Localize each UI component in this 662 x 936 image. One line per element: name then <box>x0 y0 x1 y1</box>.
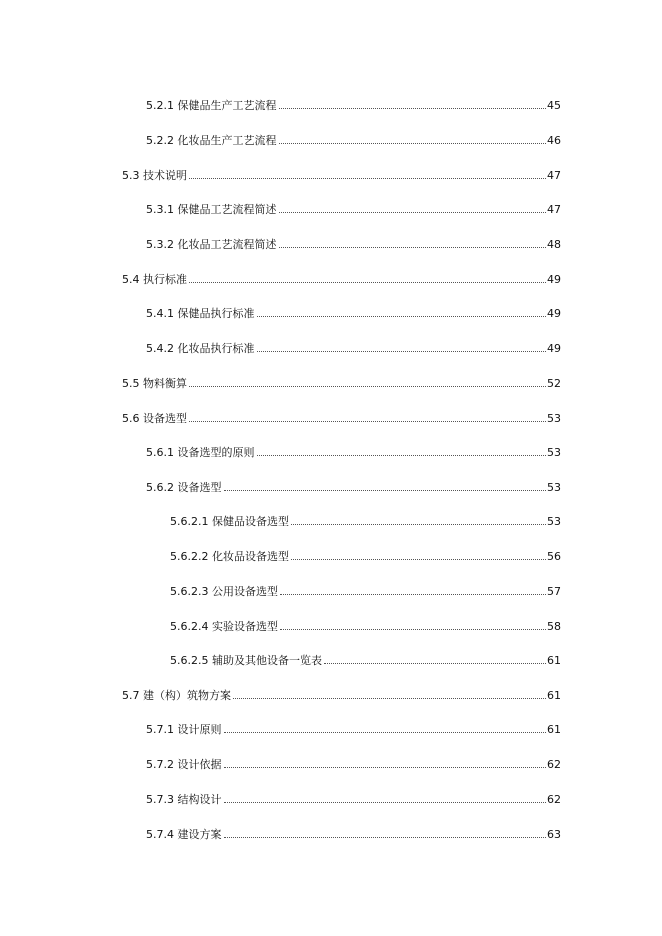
toc-entry-5-7-3[interactable] <box>146 790 561 806</box>
toc-entry-5-3[interactable] <box>122 166 561 182</box>
toc-entry-label: 5.6.2.3 公用设备选型 <box>170 585 278 598</box>
toc-dot-leader <box>279 143 547 144</box>
toc-page-number: 53 <box>547 515 561 528</box>
toc-dot-leader <box>291 524 546 525</box>
toc-page-number: 61 <box>547 654 561 667</box>
toc-dot-leader <box>257 455 547 456</box>
toc-page-number: 52 <box>547 377 561 390</box>
toc-entry-label: 5.7.1 设计原则 <box>146 723 222 736</box>
toc-entry-5-6-2-1[interactable] <box>170 512 561 528</box>
toc-dot-leader <box>189 421 546 422</box>
toc-entry-5-2-2[interactable] <box>146 131 561 147</box>
toc-page-number: 48 <box>547 238 561 251</box>
toc-dot-leader <box>324 663 546 664</box>
toc-entry-5-6-2-2[interactable] <box>170 547 561 563</box>
toc-dot-leader <box>224 732 547 733</box>
toc-dot-leader <box>257 351 547 352</box>
toc-page-number: 46 <box>547 134 561 147</box>
toc-entry-label: 5.6.2.4 实验设备选型 <box>170 620 278 633</box>
toc-dot-leader <box>291 559 546 560</box>
toc-entry-5-4-1[interactable] <box>146 304 561 320</box>
toc-page-number: 47 <box>547 203 561 216</box>
toc-entry-label: 5.6.2.1 保健品设备选型 <box>170 515 289 528</box>
toc-page-number: 56 <box>547 550 561 563</box>
toc-entry-5-6-2[interactable] <box>146 478 561 494</box>
toc-entry-label: 5.2.1 保健品生产工艺流程 <box>146 99 277 112</box>
toc-page-number: 53 <box>547 481 561 494</box>
toc-entry-5-4-2[interactable] <box>146 339 561 355</box>
toc-entry-label: 5.5 物料衡算 <box>122 377 187 390</box>
toc-dot-leader <box>257 316 547 317</box>
toc-entry-label: 5.4.1 保健品执行标准 <box>146 307 255 320</box>
toc-entry-5-6[interactable] <box>122 409 561 425</box>
toc-dot-leader <box>279 247 547 248</box>
toc-dot-leader <box>189 282 546 283</box>
toc-page-number: 49 <box>547 273 561 286</box>
toc-page-number: 63 <box>547 828 561 841</box>
toc-entry-label: 5.4.2 化妆品执行标准 <box>146 342 255 355</box>
toc-dot-leader <box>224 767 547 768</box>
toc-page-number: 57 <box>547 585 561 598</box>
toc-page-number: 53 <box>547 446 561 459</box>
toc-entry-label: 5.6 设备选型 <box>122 412 187 425</box>
toc-entry-5-3-2[interactable] <box>146 235 561 251</box>
toc-page-number: 47 <box>547 169 561 182</box>
toc-entry-label: 5.4 执行标准 <box>122 273 187 286</box>
toc-page-number: 53 <box>547 412 561 425</box>
toc-entry-label: 5.7.2 设计依据 <box>146 758 222 771</box>
toc-entry-label: 5.6.2.2 化妆品设备选型 <box>170 550 289 563</box>
toc-entry-5-7-4[interactable] <box>146 825 561 841</box>
toc-dot-leader <box>280 594 546 595</box>
toc-entry-label: 5.6.1 设备选型的原则 <box>146 446 255 459</box>
toc-entry-5-7-2[interactable] <box>146 755 561 771</box>
toc-entry-5-6-2-5[interactable] <box>170 651 561 667</box>
toc-page-number: 62 <box>547 793 561 806</box>
toc-dot-leader <box>233 698 546 699</box>
toc-page-number: 61 <box>547 689 561 702</box>
toc-entry-5-7-1[interactable] <box>146 720 561 736</box>
toc-page-number: 58 <box>547 620 561 633</box>
toc-dot-leader <box>280 629 546 630</box>
toc-dot-leader <box>279 212 547 213</box>
toc-entry-5-4[interactable] <box>122 270 561 286</box>
toc-dot-leader <box>224 490 547 491</box>
toc-entry-label: 5.3.2 化妆品工艺流程简述 <box>146 238 277 251</box>
toc-entry-label: 5.7 建（构）筑物方案 <box>122 689 231 702</box>
toc-dot-leader <box>189 178 546 179</box>
toc-entry-5-6-1[interactable] <box>146 443 561 459</box>
toc-dot-leader <box>189 386 546 387</box>
toc-entry-5-2-1[interactable] <box>146 96 561 112</box>
toc-dot-leader <box>224 837 547 838</box>
toc-page-number: 49 <box>547 342 561 355</box>
toc-entry-label: 5.3.1 保健品工艺流程简述 <box>146 203 277 216</box>
toc-entry-5-5[interactable] <box>122 374 561 390</box>
toc-entry-5-7[interactable] <box>122 686 561 702</box>
toc-dot-leader <box>279 108 547 109</box>
toc-entry-label: 5.3 技术说明 <box>122 169 187 182</box>
toc-page-number: 49 <box>547 307 561 320</box>
toc-entry-5-6-2-4[interactable] <box>170 617 561 633</box>
toc-entry-5-6-2-3[interactable] <box>170 582 561 598</box>
toc-entry-label: 5.7.4 建设方案 <box>146 828 222 841</box>
toc-entry-label: 5.2.2 化妆品生产工艺流程 <box>146 134 277 147</box>
toc-entry-5-3-1[interactable] <box>146 200 561 216</box>
toc-page-number: 62 <box>547 758 561 771</box>
toc-page-number: 45 <box>547 99 561 112</box>
toc-page-number: 61 <box>547 723 561 736</box>
toc-entry-label: 5.6.2.5 辅助及其他设备一览表 <box>170 654 322 667</box>
toc-entry-label: 5.7.3 结构设计 <box>146 793 222 806</box>
toc-entry-label: 5.6.2 设备选型 <box>146 481 222 494</box>
toc-dot-leader <box>224 802 547 803</box>
